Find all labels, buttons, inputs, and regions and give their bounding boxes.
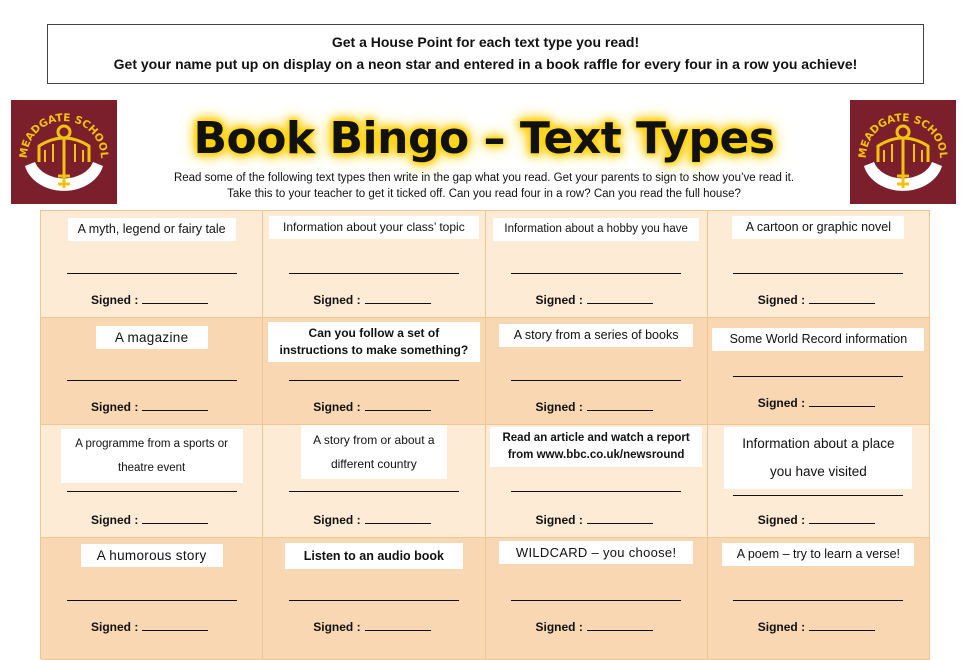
write-line[interactable] <box>67 273 237 274</box>
cell-label: A story from a series of books <box>499 324 693 347</box>
write-line[interactable] <box>511 380 681 381</box>
bingo-grid <box>40 210 930 659</box>
write-line[interactable] <box>67 380 237 381</box>
write-line[interactable] <box>733 273 903 274</box>
instructions-line-2: Take this to your teacher to get it ticked off. Can you read four in a row? Can you read the full house? <box>227 188 741 200</box>
instructions <box>114 170 854 202</box>
bingo-cell <box>486 425 708 538</box>
signature-field[interactable]: Signed : <box>91 620 208 634</box>
signature-field[interactable]: Signed : <box>313 293 430 307</box>
signature-field[interactable]: Signed : <box>758 620 875 634</box>
cell-label: Can you follow a set of instructions to make something? <box>268 322 480 362</box>
cell-label: A programme from a sports or theatre event <box>61 429 243 483</box>
cell-label: A myth, legend or fairy tale <box>68 218 236 241</box>
write-line[interactable] <box>289 491 459 492</box>
cell-label: Listen to an audio book <box>285 543 463 569</box>
page-title: Book Bingo – Text Types <box>193 113 775 164</box>
signature-field[interactable]: Signed : <box>313 513 430 527</box>
write-line[interactable] <box>289 380 459 381</box>
school-crest-icon <box>850 100 956 204</box>
cell-label: Information about your class’ topic <box>269 216 479 239</box>
signature-field[interactable]: Signed : <box>758 513 875 527</box>
bingo-cell <box>708 538 930 660</box>
cell-label: Information about a hobby you have <box>493 218 699 241</box>
cell-label: A poem – try to learn a verse! <box>722 543 914 566</box>
write-line[interactable] <box>67 600 237 601</box>
signature-field[interactable]: Signed : <box>758 396 875 410</box>
signature-field[interactable]: Signed : <box>313 620 430 634</box>
bingo-cell <box>41 211 263 318</box>
cell-label: A humorous story <box>81 544 223 567</box>
bingo-cell <box>486 538 708 660</box>
signature-field[interactable]: Signed : <box>536 293 653 307</box>
cell-label: Information about a place you have visited <box>724 427 912 489</box>
cell-label: Read an article and watch a report from www.bbc.co.uk/newsround <box>490 427 702 467</box>
bingo-cell <box>263 425 485 538</box>
svg-text:MEADGATE SCHOOL: MEADGATE SCHOOL <box>856 111 950 159</box>
bingo-cell <box>708 318 930 425</box>
notice-line-2: Get your name put up on display on a neon star and entered in a book raffle for every four in a row you achieve! <box>113 56 858 72</box>
signature-field[interactable]: Signed : <box>313 400 430 414</box>
bingo-cell <box>41 425 263 538</box>
signature-field[interactable]: Signed : <box>536 620 653 634</box>
cell-label: A story from or about a different country <box>301 425 447 479</box>
write-line[interactable] <box>511 273 681 274</box>
bingo-cell <box>41 538 263 660</box>
signature-field[interactable]: Signed : <box>536 400 653 414</box>
write-line[interactable] <box>733 376 903 377</box>
signature-field[interactable]: Signed : <box>91 293 208 307</box>
cell-label: WILDCARD – you choose! <box>499 541 693 564</box>
bingo-cell <box>263 318 485 425</box>
write-line[interactable] <box>511 491 681 492</box>
bingo-cell <box>263 211 485 318</box>
bingo-cell <box>41 318 263 425</box>
house-point-notice <box>47 24 924 84</box>
bingo-cell <box>486 318 708 425</box>
write-line[interactable] <box>511 600 681 601</box>
signature-field[interactable]: Signed : <box>91 400 208 414</box>
write-line[interactable] <box>733 495 903 496</box>
bingo-cell <box>708 211 930 318</box>
bingo-cell <box>263 538 485 660</box>
cell-label: A magazine <box>96 326 208 349</box>
write-line[interactable] <box>289 600 459 601</box>
cell-label: A cartoon or graphic novel <box>732 216 904 239</box>
write-line[interactable] <box>733 600 903 601</box>
notice-line-1: Get a House Point for each text type you read! <box>331 34 640 50</box>
signature-field[interactable]: Signed : <box>91 513 208 527</box>
signature-field[interactable]: Signed : <box>536 513 653 527</box>
bingo-cell <box>486 211 708 318</box>
cell-label: Some World Record information <box>712 328 924 351</box>
bingo-cell <box>708 425 930 538</box>
svg-text:MEADGATE SCHOOL: MEADGATE SCHOOL <box>17 111 111 159</box>
school-crest-icon <box>11 100 117 204</box>
write-line[interactable] <box>289 273 459 274</box>
signature-field[interactable]: Signed : <box>758 293 875 307</box>
instructions-line-1: Read some of the following text types then write in the gap what you read. Get your parents to sign to show you’ve read it. <box>173 172 795 184</box>
write-line[interactable] <box>67 491 237 492</box>
